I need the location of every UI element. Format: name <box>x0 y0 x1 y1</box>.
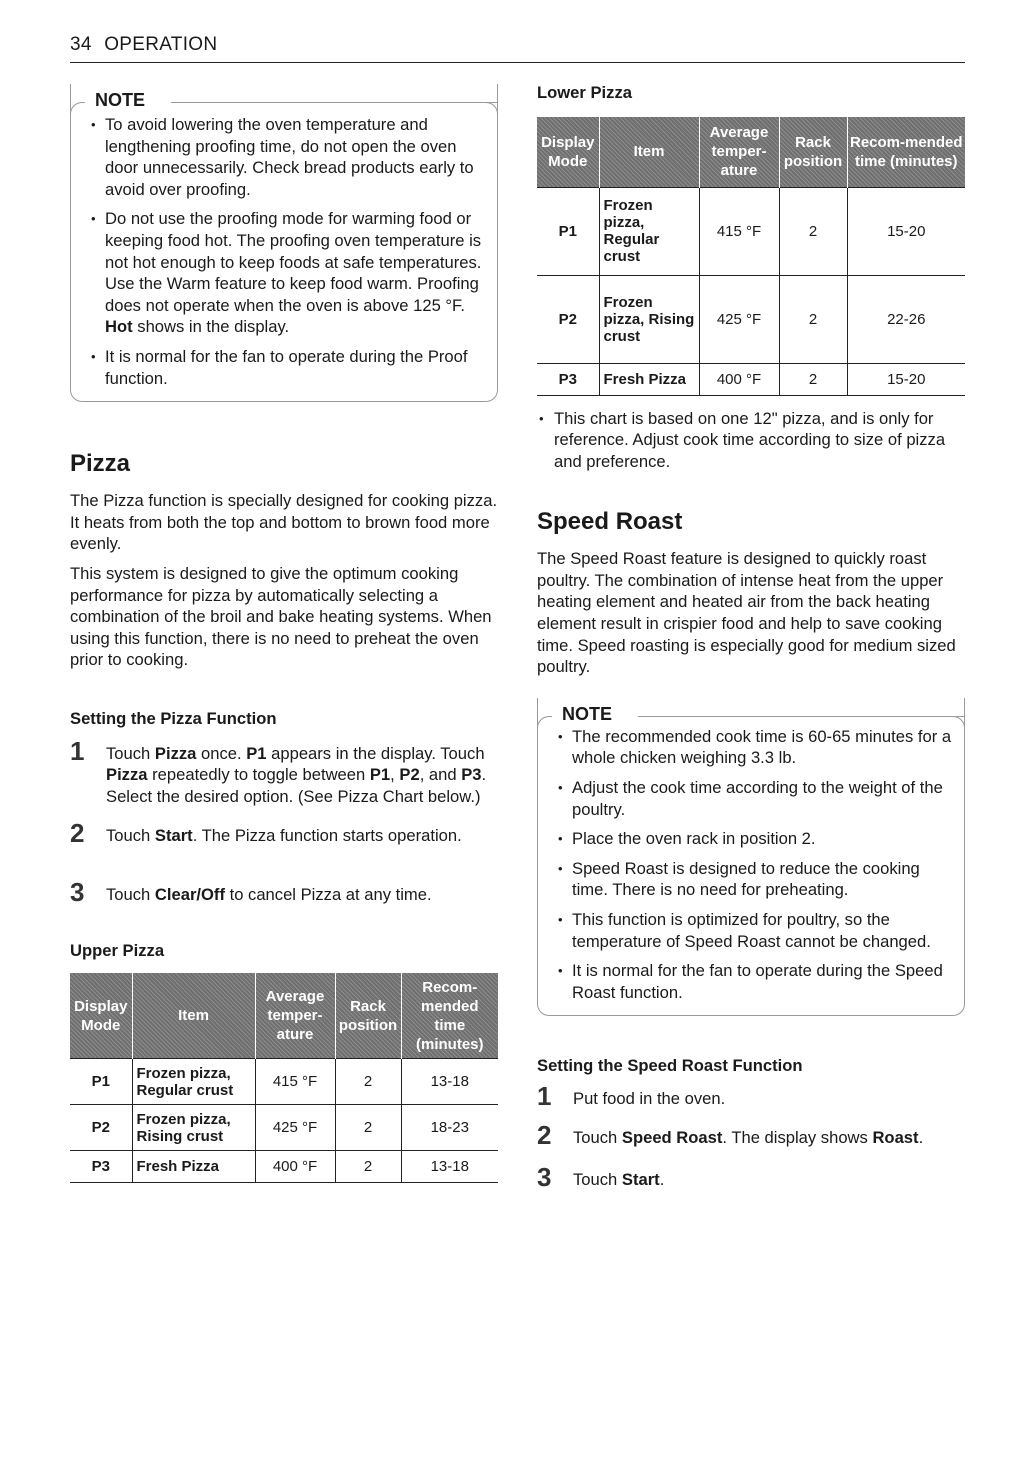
left-column <box>70 84 498 1183</box>
table-header: Recom-mended time (minutes) <box>401 973 498 1059</box>
pizza-setting-title: Setting the Pizza Function <box>70 708 277 728</box>
table-header: Average temper-ature <box>699 117 779 187</box>
speed-roast-step-3: 3 Touch Start. <box>537 1161 665 1192</box>
speed-roast-title: Speed Roast <box>537 508 683 536</box>
lower-pizza-note: • This chart is based on one 12" pizza, and is only for reference. Adjust cook time according to size of pizza and preference. <box>537 408 965 473</box>
note-item: • It is normal for the fan to operate during the Speed Roast function. <box>560 960 954 1003</box>
note-item: • It is normal for the fan to operate during the Proof function. <box>93 346 487 389</box>
note-item: • To avoid lowering the oven temperature and lengthening proofing time, do not open the oven door unnecessarily. Check bread products early to avoid over proofing. <box>93 114 487 200</box>
note-item: • Speed Roast is designed to reduce the cooking time. There is no need for preheating. <box>560 858 954 901</box>
table-header-row <box>537 117 965 187</box>
pizza-para-1: The Pizza function is specially designed for cooking pizza. It heats from both the top and bottom to brown food more evenly. <box>70 491 498 554</box>
upper-pizza-title: Upper Pizza <box>70 940 165 960</box>
speed-roast-step-2: 2 Touch Speed Roast. The display shows Roast. <box>537 1119 924 1150</box>
note-item: • Place the oven rack in position 2. <box>560 828 954 850</box>
table-row: P2 Frozen pizza, Rising crust 425 °F 2 22-26 <box>537 275 965 363</box>
step-number: 1 <box>537 1081 552 1112</box>
table-header-row <box>70 973 498 1059</box>
note-label: NOTE <box>89 90 153 111</box>
table-row: P1 Frozen pizza, Regular crust 415 °F 2 13-18 <box>70 1059 498 1105</box>
table-row: P1 Frozen pizza, Regular crust 415 °F 2 15-20 <box>537 187 965 275</box>
section-title: OPERATION <box>104 34 218 55</box>
table-header: Display Mode <box>70 973 132 1059</box>
speed-roast-setting-title: Setting the Speed Roast Function <box>537 1056 803 1076</box>
page-number: 34 <box>70 34 92 55</box>
table-header: Rack position <box>779 117 847 187</box>
table-row: P3 Fresh Pizza 400 °F 2 13-18 <box>70 1151 498 1183</box>
table-row: P3 Fresh Pizza 400 °F 2 15-20 <box>537 363 965 395</box>
speed-roast-step-1: 1 Put food in the oven. <box>537 1081 726 1112</box>
upper-pizza-table <box>70 973 498 1184</box>
table-header: Recom-mended time (minutes) <box>847 117 965 187</box>
table-header: Rack position <box>335 973 401 1059</box>
note-list <box>560 726 954 1004</box>
table-header: Item <box>132 973 255 1059</box>
step-number: 3 <box>70 877 85 908</box>
step-number: 2 <box>537 1119 552 1150</box>
lower-pizza-title: Lower Pizza <box>537 83 632 102</box>
speed-roast-note-box <box>537 698 965 1017</box>
table-header: Average temper-ature <box>255 973 335 1059</box>
page-header <box>70 34 965 63</box>
note-item: • This function is optimized for poultry, so the temperature of Speed Roast cannot be changed. <box>560 909 954 952</box>
lower-pizza-table <box>537 117 965 396</box>
proof-note-box <box>70 84 498 402</box>
pizza-step-1: 1 Touch Pizza once. P1 appears in the display. Touch Pizza repeatedly to toggle between P1, P2, and P3. Select the desired option. (See Pizza Chart below.) <box>70 735 487 807</box>
note-item: • The recommended cook time is 60-65 minutes for a whole chicken weighing 3.3 lb. <box>560 726 954 769</box>
pizza-step-2: 2 Touch Start. The Pizza function starts operation. <box>70 817 462 848</box>
note-label: NOTE <box>556 704 620 725</box>
pizza-step-3: 3 Touch Clear/Off to cancel Pizza at any time. <box>70 877 432 908</box>
table-header: Item <box>599 117 699 187</box>
step-number: 3 <box>537 1161 552 1192</box>
note-item: • Do not use the proofing mode for warming food or keeping food hot. The proofing oven temperature is not hot enough to keep foods at safe temperatures. Use the Warm feature to keep food warm. Proofing does not operate when the oven is above 125 °F. Hot shows in the display. <box>93 208 487 338</box>
table-header: Display Mode <box>537 117 599 187</box>
pizza-para-2: This system is designed to give the optimum cooking performance for pizza by automatically selecting a combination of the broil and bake heating systems. When using this function, there is no need to preheat the oven prior to cooking. <box>70 563 492 670</box>
step-number: 1 <box>70 735 85 766</box>
pizza-title: Pizza <box>70 450 131 478</box>
step-number: 2 <box>70 817 85 848</box>
note-list <box>93 114 487 389</box>
speed-roast-para: The Speed Roast feature is designed to quickly roast poultry. The combination of intense heat from the upper heating element and heated air from the back heating element result in crispier food and help to save cooking time. Speed roasting is especially good for medium sized poultry. <box>537 549 956 677</box>
right-column <box>537 80 965 1190</box>
note-item: • Adjust the cook time according to the weight of the poultry. <box>560 777 954 820</box>
table-row: P2 Frozen pizza, Rising crust 425 °F 2 18-23 <box>70 1105 498 1151</box>
